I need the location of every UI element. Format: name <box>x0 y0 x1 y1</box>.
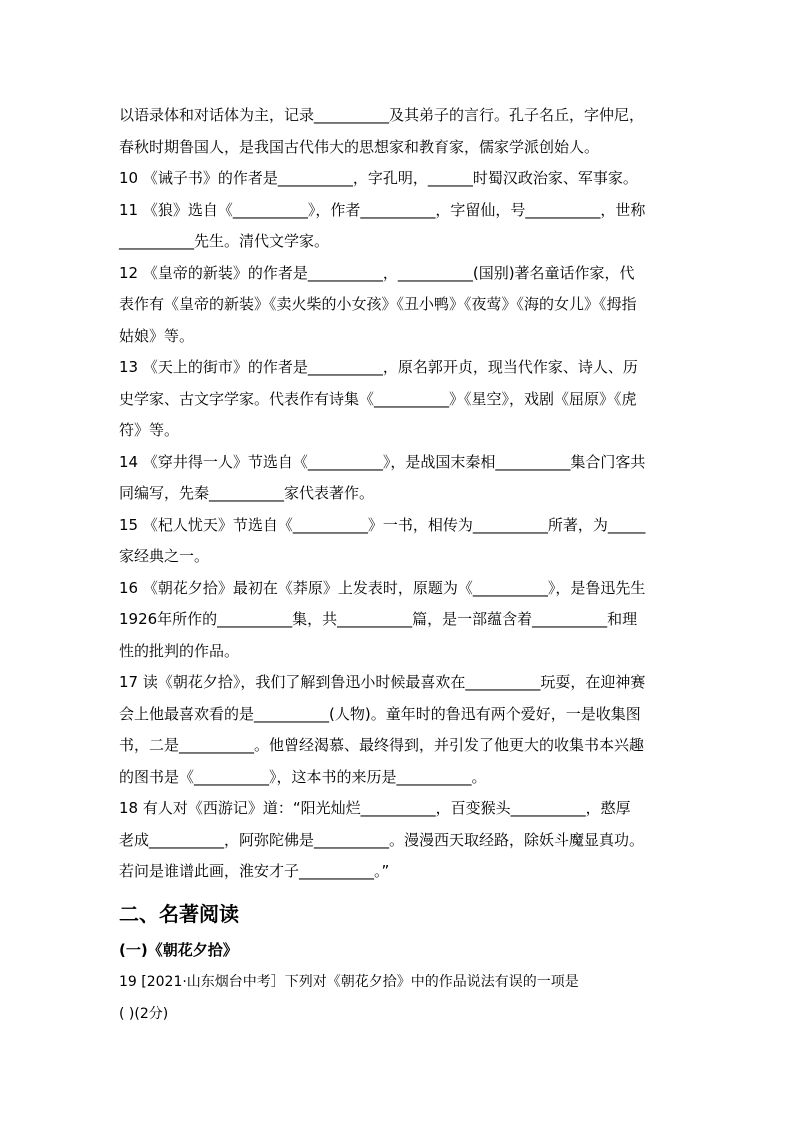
text-body <box>119 100 679 888</box>
text-line: 会上他最喜欢看的是__________(人物)。童年时的鲁迅有两个爱好，一是收集图 <box>119 704 641 723</box>
question-line: 19 [2021·山东烟台中考］下列对《朝花夕拾》中的作品说法有误的一项是 <box>119 973 579 990</box>
text-line: 以语录体和对话体为主，记录__________及其弟子的言行。孔子名丘，字仲尼， <box>119 106 645 124</box>
text-line: 13 《天上的街市》的作者是__________，原名郭开贞，现当代作家、诗人、历 <box>119 358 638 376</box>
text-line: 10 《诫子书》的作者是__________，字孔明，______时蜀汉政治家、军事家。 <box>119 169 638 187</box>
subsection-title: (一)《朝花夕拾》 <box>119 940 238 959</box>
text-line: __________先生。清代文学家。 <box>119 232 330 250</box>
text-line: 的图书是《__________》，这本书的来历是__________。 <box>119 767 487 786</box>
document-page <box>119 100 679 1030</box>
text-line: 性的批判的作品。 <box>119 641 240 660</box>
text-line: 老成__________，阿弥陀佛是__________。漫漫西天取经路，除妖斗魔显真功。 <box>119 830 645 849</box>
text-line: 表作有《皇帝的新装》《卖火柴的小女孩》《丑小鸭》《夜莺》《海的女儿》《拇指 <box>119 295 637 313</box>
text-line: 同编写，先秦__________家代表著作。 <box>119 484 375 502</box>
text-line: 史学家、古文字学家。代表作有诗集《__________》《星空》，戏剧《屈原》《虎 <box>119 389 637 408</box>
text-line: 14 《穿井得一人》节选自《__________》，是战国末秦相__________集合门客共 <box>119 452 646 471</box>
text-line: 17 读《朝花夕拾》，我们了解到鲁迅小时候最喜欢在__________玩耍，在迎神赛 <box>119 673 646 691</box>
question-19 <box>119 966 679 1030</box>
text-line: 符》等。 <box>119 421 180 439</box>
section-title: 二、名著阅读 <box>119 901 239 926</box>
text-line: 书，二是__________。他曾经渴慕、最终得到，并引发了他更大的收集书本兴趣 <box>119 736 645 754</box>
text-line: 18 有人对《西游记》道：“阳光灿烂__________，百变猴头__________，憨厚 <box>119 799 631 817</box>
text-line: 姑娘》等。 <box>119 326 195 345</box>
text-line: 12 《皇帝的新装》的作者是__________，__________(国别)著名童话作家，代 <box>119 263 635 282</box>
text-line: 15 《杞人忧天》节选自《__________》一书，相传为__________所著，为_____ <box>119 515 646 534</box>
text-line: 1926年所作的__________集，共__________篇，是一部蕴含着__________和理 <box>119 610 638 628</box>
text-line: 家经典之一。 <box>119 547 210 565</box>
text-line: 春秋时期鲁国人，是我国古代伟大的思想家和教育家，儒家学派创始人。 <box>119 137 600 156</box>
text-line: 16 《朝花夕拾》最初在《莽原》上发表时，原题为《__________》，是鲁迅先生 <box>119 578 646 597</box>
text-line: 若问是谁谱此画，淮安才子__________。” <box>119 862 390 880</box>
text-line: 11 《狼》选自《__________》，作者__________，字留仙，号__________，世称 <box>119 200 646 219</box>
question-line: ( )(2分) <box>119 1005 169 1022</box>
